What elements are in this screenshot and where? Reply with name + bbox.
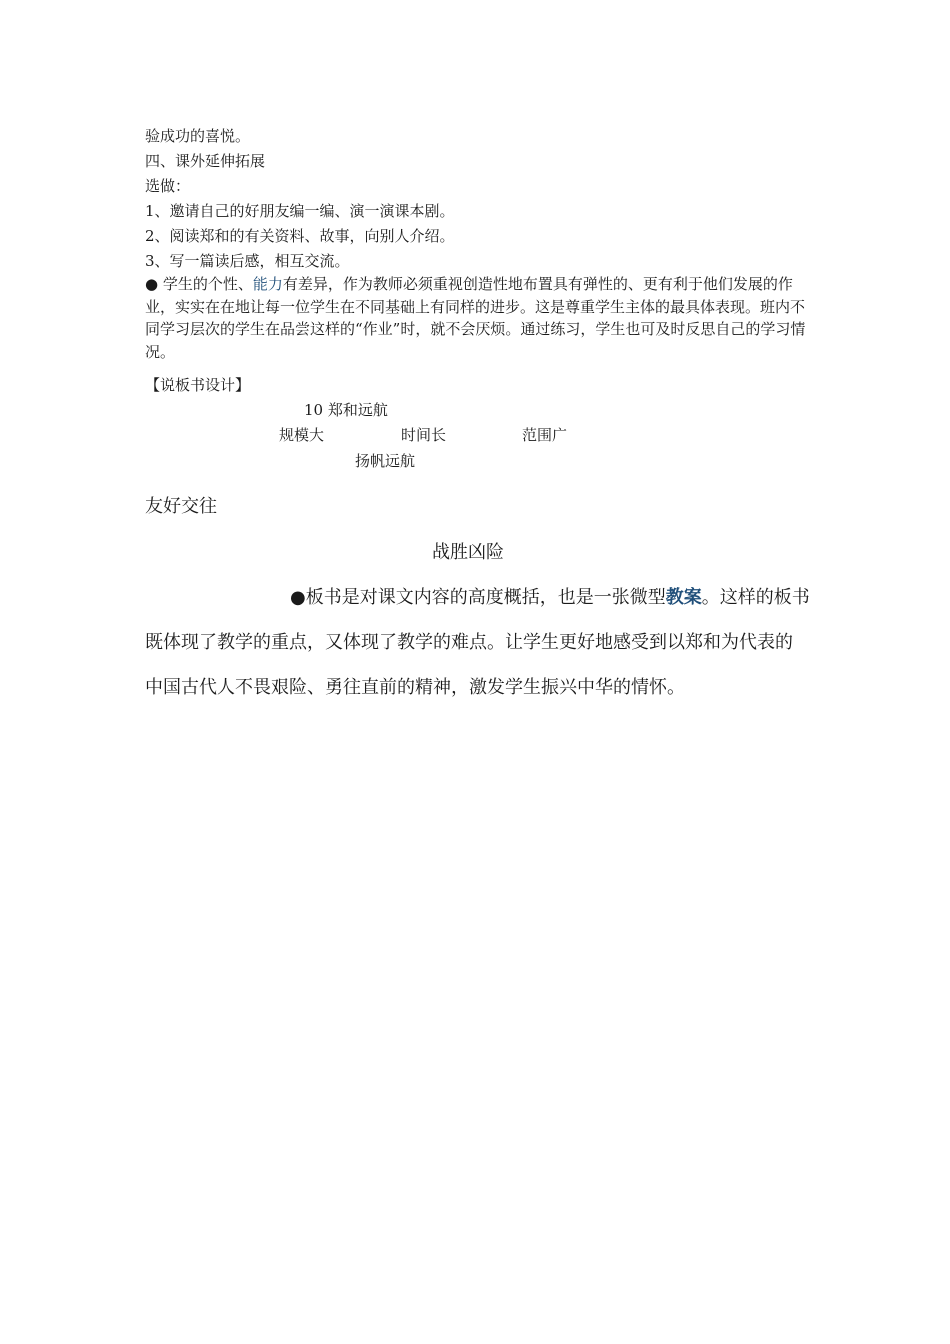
link-ability[interactable]: 能力 — [252, 275, 283, 293]
link-lesson-plan[interactable]: 教案 — [665, 587, 702, 608]
text-line-success: 验成功的喜悦。 — [145, 127, 251, 145]
list-item-2: 2、阅读郑和的有关资料、故事，向别人介绍。 — [145, 227, 455, 245]
list-item-3: 3、写一篇读后感，相互交流。 — [145, 252, 350, 270]
board-item-sail: 扬帆远航 — [355, 452, 416, 470]
summary-prefix: ●板书是对课文内容的高度概括，也是一张微型 — [290, 587, 666, 608]
paragraph-body: 有差异，作为教师必须重视创造性地布置具有弹性的、更有利于他们发展的作业，实实在在地让每一位学生在不同基础上有同样的进步。这是尊重学生主体的最具体表现。班内不同学习层次的学生在品尝这样的“作业”时，就不会厌烦。通过练习，学生也可及时反思自己的学习情况。 — [145, 275, 806, 361]
list-item-1: 1、邀请自己的好朋友编一编、演一演课本剧。 — [145, 202, 455, 220]
board-item-range: 范围广 — [522, 426, 568, 444]
paragraph-board-summary — [145, 575, 810, 710]
summary-body: 。这样的板书既体现了教学的重点，又体现了教学的难点。让学生更好地感受到以郑和为代表的中国古代人不畏艰险、勇往直前的精神，激发学生振兴中华的情怀。 — [145, 587, 810, 698]
board-item-friendship: 友好交往 — [145, 496, 217, 517]
text-line-optional: 选做： — [145, 177, 191, 195]
board-item-overcome: 战胜凶险 — [432, 542, 504, 563]
board-design-heading: 【说板书设计】 — [145, 376, 251, 394]
board-item-scale: 规模大 — [279, 426, 325, 444]
board-item-duration: 时间长 — [401, 426, 447, 444]
paragraph-homework-note — [145, 273, 810, 363]
section-heading-extension: 四、课外延伸拓展 — [145, 152, 266, 170]
paragraph-prefix: ● 学生的个性、 — [145, 275, 253, 293]
board-title: 10 郑和远航 — [304, 401, 388, 419]
